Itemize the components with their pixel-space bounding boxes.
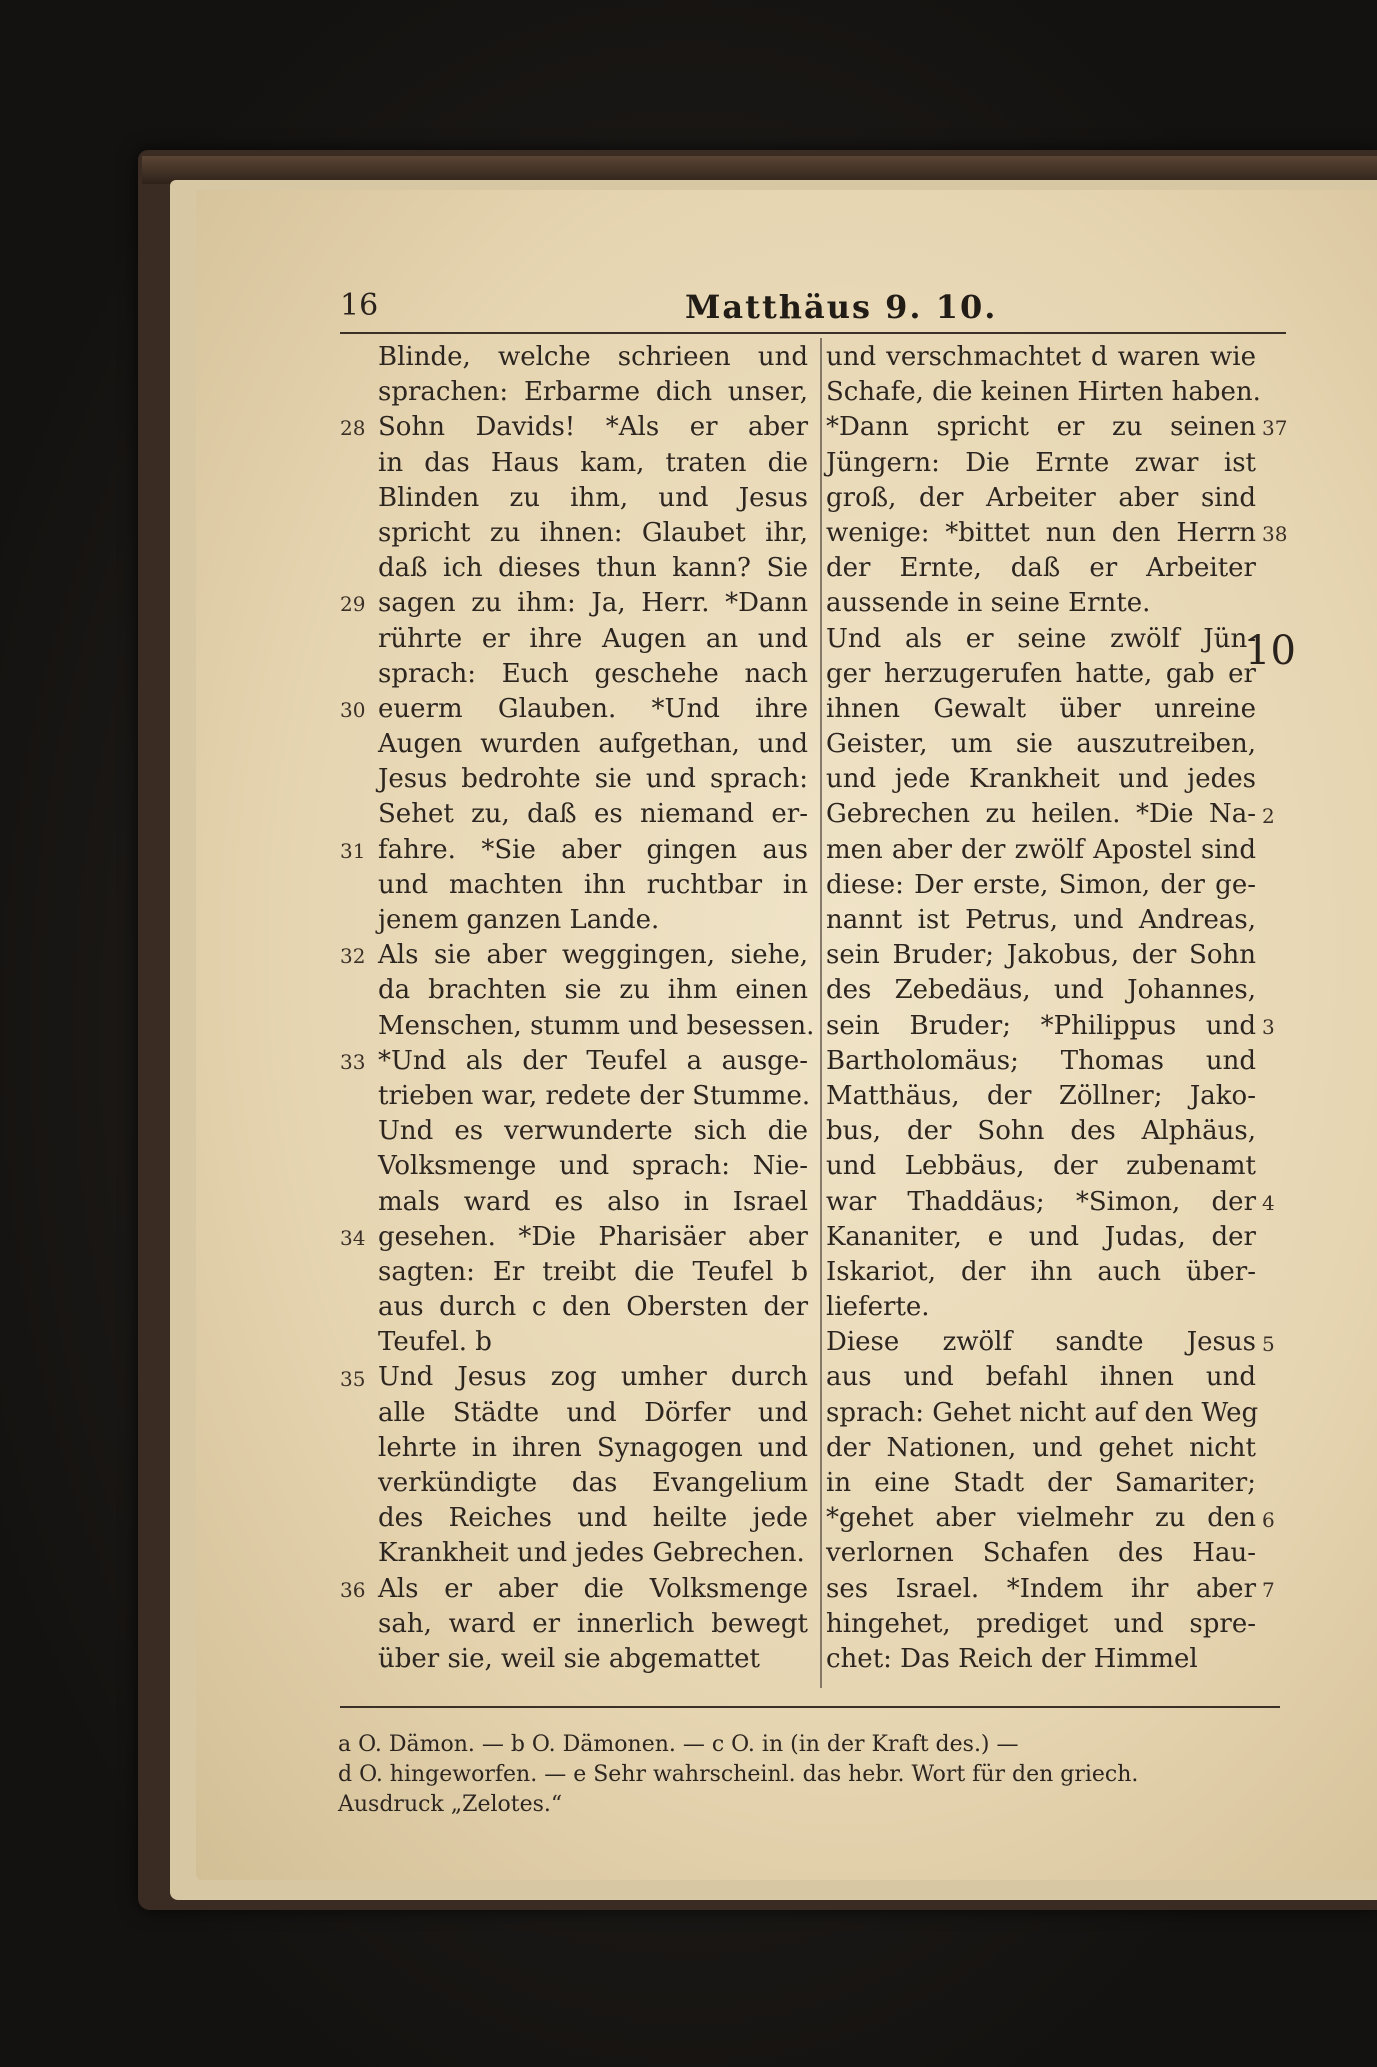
right-column-line: hingehet, prediget und spre- <box>826 1608 1256 1639</box>
right-column-line: wenige: *bittet nun den Herrn <box>826 517 1256 548</box>
left-column-line: sagen zu ihm: Ja, Herr. *Dann <box>378 588 808 619</box>
verse-number: 29 <box>340 592 366 617</box>
left-column-line: trieben war, redete der Stumme. <box>378 1080 811 1111</box>
chapter-number: 10 <box>1245 628 1296 674</box>
right-column-line: in eine Stadt der Samariter; <box>826 1468 1256 1498</box>
verse-number: 6 <box>1262 1507 1275 1532</box>
verse-number: 28 <box>340 416 366 441</box>
right-column-line: des Zebedäus, und Johannes, <box>826 975 1256 1006</box>
header-rule <box>340 332 1286 334</box>
right-column-line: Und als er seine zwölf Jün- <box>826 623 1256 654</box>
left-column-line: Augen wurden aufgethan, und <box>378 729 808 760</box>
verse-number: 30 <box>340 698 366 722</box>
left-column-line: des Reiches und heilte jede <box>378 1503 808 1534</box>
verse-number: 4 <box>1262 1190 1275 1215</box>
right-column-line: diese: Der erste, Simon, der ge- <box>826 869 1256 900</box>
right-column-line: Diese zwölf sandte Jesus <box>826 1327 1256 1358</box>
right-column-line: sprach: Gehet nicht auf den Weg <box>826 1397 1259 1428</box>
verse-number: 35 <box>340 1366 366 1391</box>
right-column-line: Geister, um sie auszutreiben, <box>826 729 1256 760</box>
right-column-line: Schafe, die keinen Hirten haben. <box>826 377 1261 408</box>
left-column-line: lehrte in ihren Synagogen und <box>378 1432 808 1463</box>
right-column-line: chet: Das Reich der Himmel <box>826 1643 1198 1674</box>
right-column-line: Gebrechen zu heilen. *Die Na- <box>826 799 1256 830</box>
right-column-line: groß, der Arbeiter aber sind <box>826 482 1256 513</box>
right-column-line: men aber der zwölf Apostel sind <box>826 834 1256 865</box>
left-column-line: spricht zu ihnen: Glaubet ihr, <box>378 517 808 548</box>
right-column-line: sein Bruder; Jakobus, der Sohn <box>826 940 1256 971</box>
left-column-line: jenem ganzen Lande. <box>378 905 660 935</box>
left-column-line: *Und als der Teufel a ausge- <box>378 1045 808 1076</box>
column-divider <box>820 338 822 1688</box>
left-column-line: sah, ward er innerlich bewegt <box>378 1608 808 1639</box>
verse-number: 3 <box>1262 1014 1275 1039</box>
verse-number: 36 <box>340 1578 366 1602</box>
left-column <box>378 340 815 1677</box>
right-column-line: Matthäus, der Zöllner; Jako- <box>826 1080 1256 1111</box>
right-column <box>826 340 1261 1677</box>
left-column-line: daß ich dieses thun kann? Sie <box>378 553 808 584</box>
footnote-rule <box>340 1706 1280 1708</box>
right-column-line: bus, der Sohn des Alphäus, <box>826 1116 1256 1147</box>
footnote-line: a O. Dämon. — b O. Dämonen. — c O. in (in der Kraft des.) — <box>338 1732 1019 1757</box>
verse-number: 32 <box>340 944 366 969</box>
verse-number: 31 <box>340 838 366 863</box>
right-column-line: lieferte. <box>826 1292 930 1323</box>
left-column-line: Blinden zu ihm, und Jesus <box>378 482 808 513</box>
left-column-line: über sie, weil sie abgemattet <box>378 1643 760 1674</box>
footnotes <box>338 1730 1288 1820</box>
left-column-line: verkündigte das Evangelium <box>378 1468 808 1498</box>
footnote-line: Ausdruck „Zelotes.“ <box>338 1792 563 1817</box>
left-column-line: da brachten sie zu ihm einen <box>378 975 808 1006</box>
right-column-line: ihnen Gewalt über unreine <box>826 693 1256 724</box>
right-column-line: und verschmachtet d waren wie <box>826 342 1256 372</box>
left-column-line: Als er aber die Volksmenge <box>378 1573 808 1604</box>
left-column-line: euerm Glauben. *Und ihre <box>378 693 808 724</box>
left-column-line: Menschen, stumm und besessen. <box>378 1010 815 1041</box>
verse-number: 34 <box>340 1226 366 1250</box>
verse-number: 5 <box>1262 1331 1275 1356</box>
left-column-line: rührte er ihre Augen an und <box>378 623 808 654</box>
page-number: 16 <box>340 288 379 323</box>
left-column-line: Und es verwunderte sich die <box>378 1116 808 1147</box>
right-column-line: *gehet aber vielmehr zu den <box>826 1503 1256 1534</box>
right-column-line: aussende in seine Ernte. <box>826 588 1151 619</box>
verse-number: 2 <box>1262 803 1275 828</box>
right-column-line: nannt ist Petrus, und Andreas, <box>826 905 1256 935</box>
right-column-line: und jede Krankheit und jedes <box>826 764 1256 795</box>
verse-number: 33 <box>340 1050 366 1074</box>
left-column-line: sagten: Er treibt die Teufel b <box>378 1256 808 1287</box>
right-column-line: Jüngern: Die Ernte zwar ist <box>826 447 1256 478</box>
left-column-line: Blinde, welche schrieen und <box>378 342 808 372</box>
right-column-line: der Ernte, daß er Arbeiter <box>826 553 1256 584</box>
left-column-line: sprach: Euch geschehe nach <box>378 658 808 689</box>
left-column-line: sprachen: Erbarme dich unser, <box>378 377 808 408</box>
footnote-line: d O. hingeworfen. — e Sehr wahrscheinl. das hebr. Wort für den griech. <box>338 1762 1139 1787</box>
left-column-line: fahre. *Sie aber gingen aus <box>378 834 808 865</box>
verse-number: 7 <box>1262 1578 1275 1602</box>
left-column-line: Teufel. b <box>378 1327 492 1358</box>
left-column-line: Krankheit und jedes Gebrechen. <box>378 1538 805 1569</box>
right-column-line: ses Israel. *Indem ihr aber <box>826 1573 1256 1604</box>
right-column-line: der Nationen, und gehet nicht <box>826 1432 1256 1463</box>
right-column-line: Iskariot, der ihn auch über- <box>826 1256 1256 1287</box>
page-header <box>340 288 1287 332</box>
right-column-line: und Lebbäus, der zubenamt <box>826 1151 1256 1182</box>
verse-number: 37 <box>1262 416 1288 441</box>
left-column-line: Jesus bedrohte sie und sprach: <box>378 764 808 795</box>
left-column-line: in das Haus kam, traten die <box>378 447 808 478</box>
left-column-line: aus durch c den Obersten der <box>378 1292 808 1323</box>
right-column-line: Bartholomäus; Thomas und <box>826 1045 1256 1076</box>
left-column-line: Als sie aber weggingen, siehe, <box>378 940 808 971</box>
right-column-line: *Dann spricht er zu seinen <box>826 412 1256 443</box>
right-column-line: Kananiter, e und Judas, der <box>826 1221 1256 1252</box>
right-column-line: verlornen Schafen des Hau- <box>826 1538 1256 1569</box>
left-column-line: Volksmenge und sprach: Nie- <box>378 1151 808 1182</box>
right-column-line: sein Bruder; *Philippus und <box>826 1010 1256 1041</box>
left-column-line: Und Jesus zog umher durch <box>378 1362 808 1393</box>
left-column-line: alle Städte und Dörfer und <box>378 1397 808 1428</box>
left-column-line: Sohn Davids! *Als er aber <box>378 412 808 443</box>
left-column-line: und machten ihn ruchtbar in <box>378 869 808 900</box>
right-column-line: war Thaddäus; *Simon, der <box>826 1186 1256 1217</box>
right-column-line: aus und befahl ihnen und <box>826 1362 1256 1393</box>
right-column-line: ger herzugerufen hatte, gab er <box>826 658 1256 689</box>
left-column-line: gesehen. *Die Pharisäer aber <box>378 1221 808 1252</box>
left-column-line: Sehet zu, daß es niemand er- <box>378 799 808 830</box>
verse-number: 38 <box>1262 522 1288 546</box>
running-head: Matthäus 9. 10. <box>685 288 998 326</box>
left-column-line: mals ward es also in Israel <box>378 1186 808 1217</box>
